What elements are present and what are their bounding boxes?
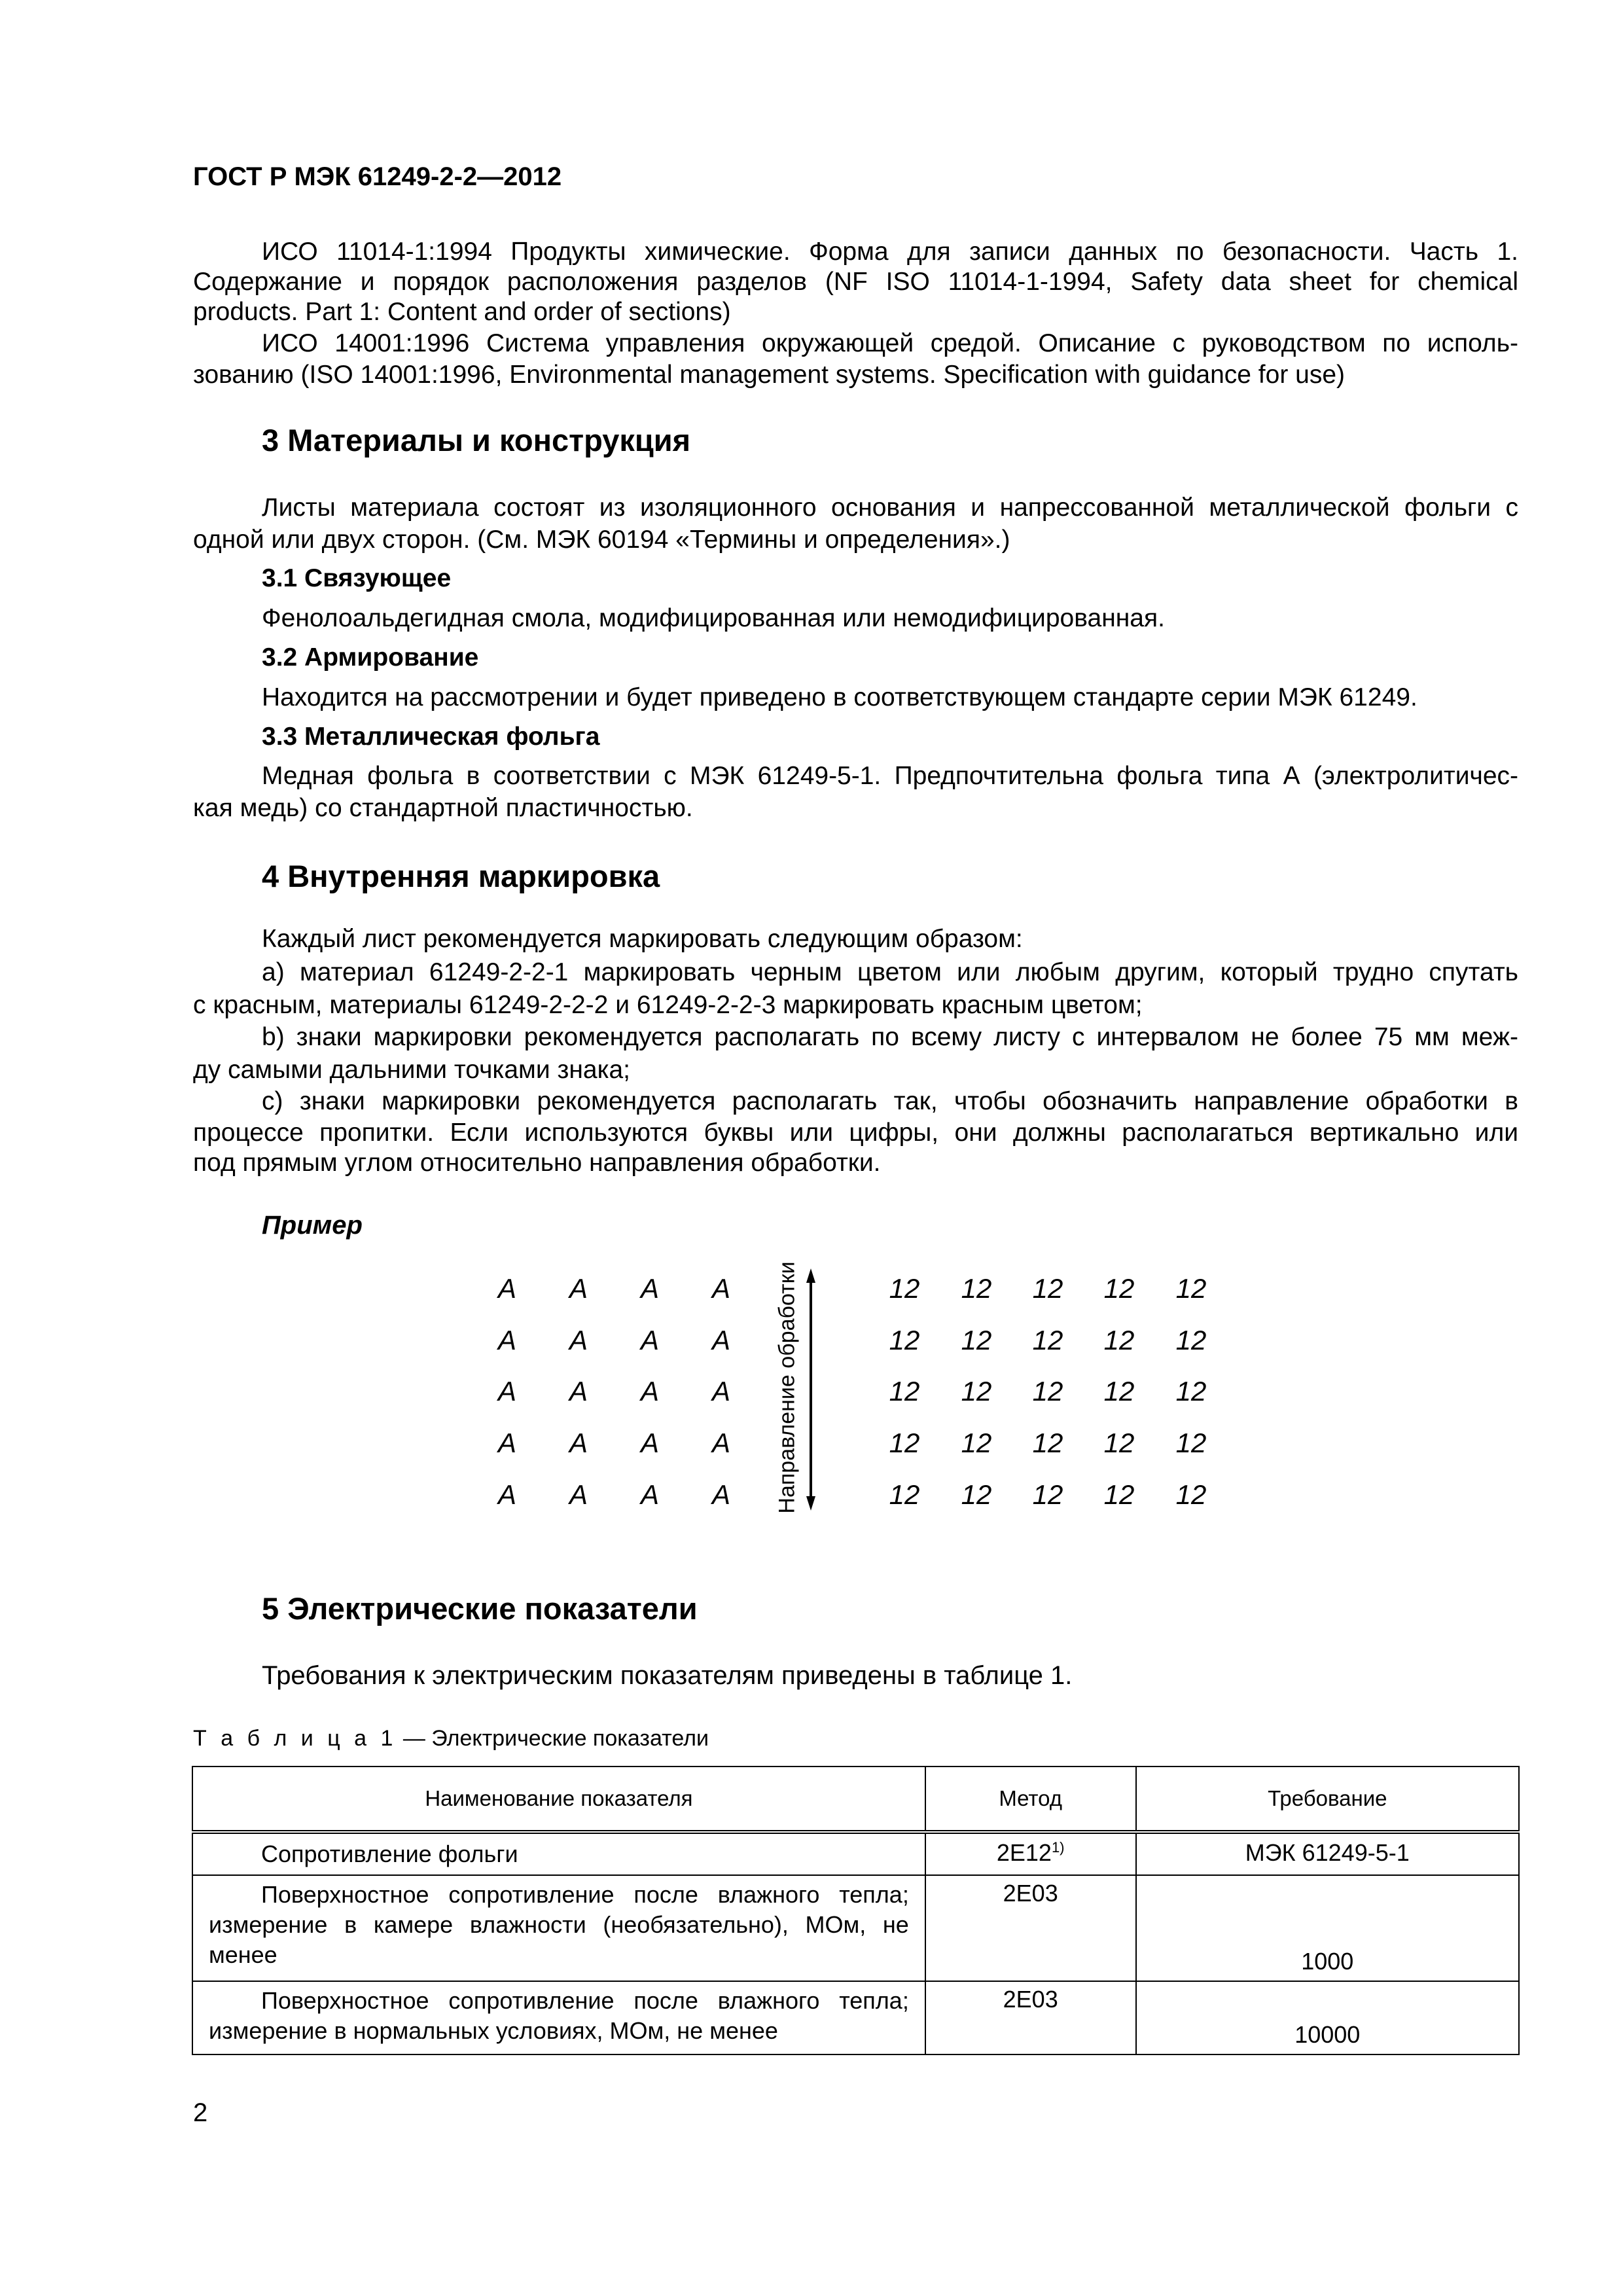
example-letter-mark: A <box>497 1273 516 1304</box>
text-line: ИСО 14001:1996 Система управления окружающей средой. Описание с руководством по исполь- <box>262 329 1518 357</box>
example-letter-mark: A <box>497 1325 516 1355</box>
example-letter-mark: A <box>711 1273 730 1304</box>
text-line: Содержание и порядок расположения разделов (NF ISO 11014-1-1994, Safety data sheet for chemical <box>193 268 1518 296</box>
column-header-method: Метод <box>925 1767 1136 1832</box>
example-number-mark: 12 <box>1103 1325 1135 1355</box>
cell-requirement: МЭК 61249-5-1 <box>1136 1832 1519 1875</box>
table-caption-prefix: Т а б л и ц а 1 <box>193 1726 397 1751</box>
text-line: зованию (ISO 14001:1996, Environmental management systems. Specification with guidance for use) <box>193 361 1346 389</box>
cell-requirement: 10000 <box>1136 1981 1519 2054</box>
example-number-mark: 12 <box>961 1325 992 1355</box>
example-letter-mark: A <box>711 1376 730 1407</box>
text-line: Листы материала состоят из изоляционного основания и напрессованной металлической фольги с <box>262 493 1518 522</box>
example-number-mark: 12 <box>961 1427 992 1458</box>
example-number-mark: 12 <box>1175 1427 1207 1458</box>
example-letter-mark: A <box>711 1479 730 1510</box>
text-line: products. Part 1: Content and order of sections) <box>193 298 731 326</box>
example-number-mark: 12 <box>1032 1325 1063 1355</box>
section-5-heading: 5 Электрические показатели <box>262 1591 698 1626</box>
text-line: с красным, материалы 61249-2-2-2 и 61249-2-2-3 маркировать красным цветом; <box>193 991 1143 1019</box>
example-number-mark: 12 <box>1175 1479 1207 1510</box>
text-line: ИСО 11014-1:1994 Продукты химические. Форма для записи данных по безопасности. Часть 1. <box>262 238 1518 266</box>
example-letter-mark: A <box>640 1325 659 1355</box>
table-row <box>192 1832 1519 1875</box>
example-number-mark: 12 <box>961 1376 992 1407</box>
example-number-mark: 12 <box>1175 1325 1207 1355</box>
document-id: ГОСТ Р МЭК 61249-2-2—2012 <box>193 162 562 191</box>
text-line: под прямым углом относительно направления обработки. <box>193 1149 881 1177</box>
example-letter-mark: A <box>640 1376 659 1407</box>
text-line: Медная фольга в соответствии с МЭК 61249-5-1. Предпочтительна фольга типа А (электролитичес- <box>262 762 1518 790</box>
example-number-mark: 12 <box>1032 1273 1063 1304</box>
example-label: Пример <box>262 1211 363 1240</box>
text-line: ду самыми дальними точками знака; <box>193 1056 631 1084</box>
text-line: процессе пропитки. Если используются буквы или цифры, они должны располагаться вертикально или <box>193 1119 1518 1147</box>
example-letter-mark: A <box>569 1325 588 1355</box>
section-3-2-heading: 3.2 Армирование <box>262 643 479 672</box>
cell-name: Сопротивление фольги <box>192 1832 925 1875</box>
example-letter-mark: A <box>640 1427 659 1458</box>
double-arrow-icon <box>804 1268 818 1511</box>
example-number-mark: 12 <box>1103 1376 1135 1407</box>
example-letter-mark: A <box>497 1427 516 1458</box>
example-letter-mark: A <box>711 1427 730 1458</box>
cell-method: 2E03 <box>925 1981 1136 2054</box>
example-letter-mark: A <box>711 1325 730 1355</box>
list-item-b: b) знаки маркировки рекомендуется располагать по всему листу с интервалом не более 75 мм меж- <box>262 1023 1518 1051</box>
example-number-mark: 12 <box>889 1325 920 1355</box>
text-line: кая медь) со стандартной пластичностью. <box>193 794 693 822</box>
example-number-mark: 12 <box>1032 1479 1063 1510</box>
cell-method: 2E03 <box>925 1875 1136 1981</box>
text-line: Требования к электрическим показателям приведены в таблице 1. <box>262 1661 1073 1690</box>
column-header-name: Наименование показателя <box>192 1767 925 1832</box>
page-number: 2 <box>193 2098 208 2127</box>
cell-name: Поверхностное сопротивление после влажного тепла; измерение в камере влажности (необязательно), МОм, не менее <box>192 1875 925 1981</box>
list-item-a: a) материал 61249-2-2-1 маркировать черным цветом или любым другим, который трудно спутать <box>262 958 1518 986</box>
section-3-heading: 3 Материалы и конструкция <box>262 423 691 457</box>
example-letter-mark: A <box>569 1376 588 1407</box>
text-line: Находится на рассмотрении и будет приведено в соответствующем стандарте серии МЭК 61249. <box>262 683 1418 711</box>
table-row <box>192 1981 1519 2054</box>
table-caption-title: — Электрические показатели <box>397 1726 709 1751</box>
direction-label-wrap <box>772 1257 802 1518</box>
example-letter-mark: A <box>497 1479 516 1510</box>
text-line: одной или двух сторон. (См. МЭК 60194 «Термины и определения».) <box>193 526 1010 554</box>
table-caption <box>193 1726 709 1751</box>
direction-indicator <box>772 1257 818 1518</box>
text-line: Каждый лист рекомендуется маркировать следующим образом: <box>262 925 1023 953</box>
example-letter-mark: A <box>569 1427 588 1458</box>
footnote-ref: 1) <box>1051 1839 1065 1856</box>
example-number-mark: 12 <box>961 1479 992 1510</box>
example-number-mark: 12 <box>1032 1427 1063 1458</box>
method-value: 2E12 <box>996 1839 1052 1866</box>
example-number-mark: 12 <box>1103 1479 1135 1510</box>
column-header-requirement: Требование <box>1136 1767 1519 1832</box>
example-number-mark: 12 <box>889 1479 920 1510</box>
example-number-mark: 12 <box>889 1376 920 1407</box>
table-row <box>192 1875 1519 1981</box>
example-letter-mark: A <box>497 1376 516 1407</box>
example-number-mark: 12 <box>889 1427 920 1458</box>
example-number-mark: 12 <box>961 1273 992 1304</box>
direction-label: Направление обработки <box>774 1261 800 1514</box>
example-letter-mark: A <box>569 1273 588 1304</box>
example-letter-mark: A <box>640 1479 659 1510</box>
section-4-heading: 4 Внутренняя маркировка <box>262 859 660 893</box>
example-number-mark: 12 <box>1175 1376 1207 1407</box>
cell-requirement: 1000 <box>1136 1875 1519 1981</box>
example-number-mark: 12 <box>1103 1427 1135 1458</box>
example-letter-mark: A <box>569 1479 588 1510</box>
electrical-properties-table <box>192 1766 1520 2055</box>
table-header-row <box>192 1767 1519 1832</box>
example-number-mark: 12 <box>889 1273 920 1304</box>
example-number-mark: 12 <box>1103 1273 1135 1304</box>
cell-method <box>925 1832 1136 1875</box>
section-3-3-heading: 3.3 Металлическая фольга <box>262 723 600 751</box>
example-number-mark: 12 <box>1175 1273 1207 1304</box>
example-number-mark: 12 <box>1032 1376 1063 1407</box>
cell-name: Поверхностное сопротивление после влажного тепла; измерение в нормальных условиях, МОм, не менее <box>192 1981 925 2054</box>
section-3-1-heading: 3.1 Связующее <box>262 564 452 592</box>
list-item-c: c) знаки маркировки рекомендуется располагать так, чтобы обозначить направление обработки в <box>262 1087 1518 1115</box>
example-letter-mark: A <box>640 1273 659 1304</box>
text-line: Фенолоальдегидная смола, модифицированная или немодифицированная. <box>262 604 1165 632</box>
